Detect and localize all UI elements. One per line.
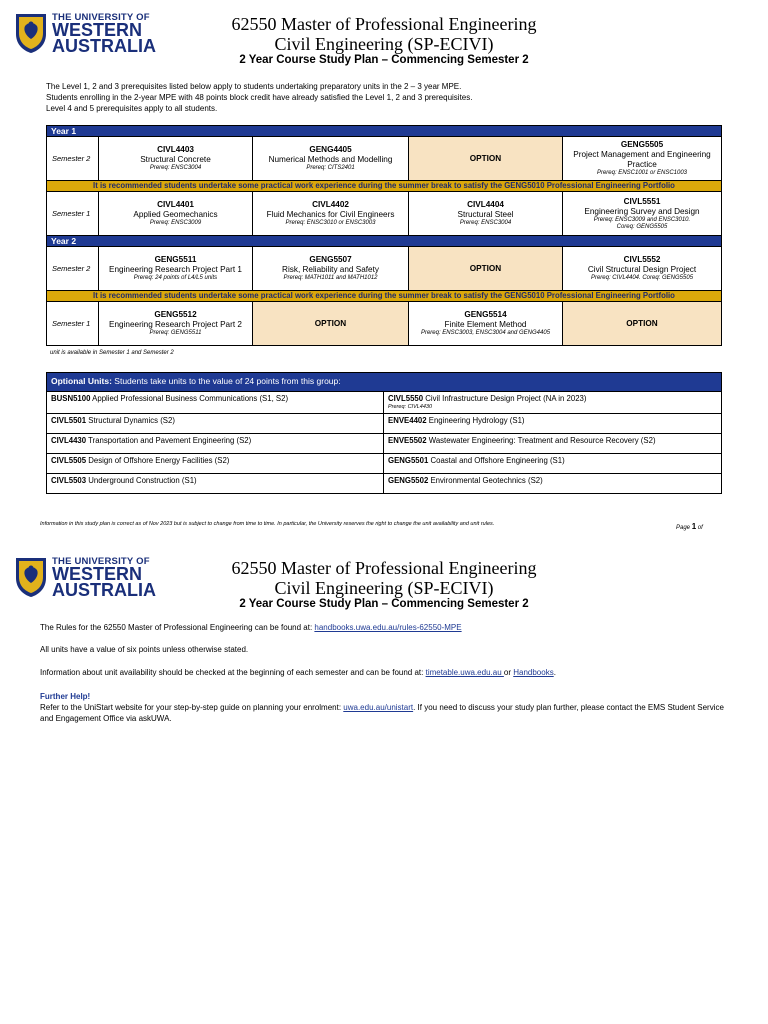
unit-name: Coastal and Offshore Engineering (S1) (428, 456, 565, 465)
unit-name: Engineering Research Project Part 1 (109, 265, 242, 274)
year-label: Year 1 (47, 126, 722, 137)
unit-prereq: Prereq: ENSC1001 or ENSC1003 (596, 170, 688, 176)
availability-paragraph (40, 667, 730, 678)
unit-prereq: Prereq: ENSC3004 (149, 165, 202, 171)
availability-text: Information about unit availability should be checked at the beginning of each semester and can be found at: (40, 668, 426, 677)
unit-code: GENG5502 (388, 476, 429, 485)
optional-unit (384, 434, 722, 454)
unit-name: Civil Infrastructure Design Project (NA in 2023) (423, 394, 587, 403)
unit-name: Wastewater Engineering: Treatment and Resource Recovery (S2) (426, 436, 656, 445)
unit-name: Finite Element Method (444, 320, 527, 329)
page-number (676, 522, 703, 531)
study-plan-table (46, 125, 722, 346)
unit-cell (99, 302, 253, 346)
optional-unit (47, 454, 384, 474)
unit-code: ENVE5502 (388, 436, 427, 445)
unit-name: Applied Professional Business Communications (S1, S2) (90, 394, 289, 403)
unit-code: GENG5514 (464, 310, 507, 319)
logo-line-2: WESTERN (52, 20, 142, 40)
optional-unit (384, 392, 722, 414)
unit-coreq: Coreq: GENG5505 (616, 223, 668, 230)
optional-unit (47, 392, 384, 414)
or-text: or (503, 668, 514, 677)
unit-code: CIVL4430 (51, 436, 87, 445)
unistart-link[interactable]: uwa.edu.au/unistart (343, 703, 414, 712)
rules-paragraph (40, 622, 730, 633)
recommendation-row (47, 181, 722, 192)
unit-code: GENG5512 (154, 310, 197, 319)
unit-name: Structural Steel (457, 210, 514, 219)
logo-line-2: WESTERN (52, 564, 142, 584)
unit-cell (253, 247, 409, 291)
optional-unit (384, 474, 722, 494)
rules-text: The Rules for the 62550 Master of Professional Engineering can be found at: (40, 623, 315, 632)
option-cell: OPTION (253, 302, 409, 346)
page-suffix: of (696, 525, 703, 531)
unit-prereq: Prereq: MATH1011 and MATH1012 (283, 275, 378, 281)
unit-code: CIVL5551 (623, 196, 661, 206)
intro-text (46, 81, 472, 114)
unit-code: GENG5501 (388, 456, 429, 465)
unit-cell (409, 302, 563, 346)
rules-link[interactable]: handbooks.uwa.edu.au/rules-62550-MPE (314, 623, 462, 632)
year-label: Year 2 (47, 236, 722, 247)
unit-code: GENG4405 (309, 145, 352, 154)
unit-name: Transportation and Pavement Engineering (S2) (86, 436, 252, 445)
year-row (47, 236, 722, 247)
timetable-link[interactable]: timetable.uwa.edu.au (425, 668, 504, 677)
unit-code: CIVL4402 (312, 200, 349, 209)
intro-line: Level 4 and 5 prerequisites apply to all students. (46, 104, 218, 113)
page-subtitle: Civil Engineering (SP-ECIVI) (274, 34, 494, 54)
optional-units-table (46, 372, 722, 494)
unit-prereq: Prereq: ENSC3003, ENSC3004 and GENG4405 (420, 330, 551, 336)
optional-units-heading-text: Students take units to the value of 24 points from this group: (111, 376, 341, 386)
unit-name: Engineering Survey and Design (584, 206, 700, 216)
help-paragraph (40, 702, 730, 724)
unit-code: CIVL5501 (51, 416, 87, 425)
plan-heading: 2 Year Course Study Plan – Commencing Semester 2 (239, 598, 529, 610)
logo-line-3: AUSTRALIA (52, 580, 156, 600)
availability-note: unit is available in Semester 1 and Semester 2 (50, 350, 174, 356)
unit-prereq: Prereq: CITS2401 (306, 165, 355, 171)
unit-cell (99, 247, 253, 291)
unit-cell (253, 192, 409, 236)
optional-units-row (47, 454, 722, 474)
unit-cell (563, 247, 722, 291)
page-num: 1 (691, 522, 697, 531)
semester-row (47, 302, 722, 346)
page-prefix: Page (676, 525, 692, 531)
unit-prereq: Prereq: CIVL4404. Coreq: GENG5505 (590, 275, 694, 281)
unit-name: Risk, Reliability and Safety (282, 265, 379, 274)
unit-prereq: Prereq: ENSC3009 (149, 220, 202, 226)
page-title: 62550 Master of Professional Engineering (231, 558, 537, 578)
further-help-heading: Further Help! (40, 692, 91, 701)
semester-label: Semester 2 (47, 247, 99, 291)
unit-code: GENG5511 (154, 255, 197, 264)
plan-heading: 2 Year Course Study Plan – Commencing Semester 2 (239, 54, 529, 66)
optional-units-heading-bold: Optional Units: (51, 376, 112, 386)
optional-units-row (47, 414, 722, 434)
unit-cell (99, 192, 253, 236)
optional-units-row (47, 392, 722, 414)
unit-name: Fluid Mechanics for Civil Engineers (266, 210, 395, 219)
unit-prereq: Prereq: ENSC3004 (459, 220, 512, 226)
unit-name: Structural Concrete (140, 155, 211, 164)
semester-row (47, 192, 722, 236)
unit-code: GENG5505 (620, 140, 664, 149)
unit-name: Design of Offshore Energy Facilities (S2) (86, 456, 230, 465)
unit-code: ENVE4402 (388, 416, 427, 425)
page-2 (0, 540, 768, 1024)
page-title: 62550 Master of Professional Engineering (231, 14, 537, 34)
unit-name: Civil Structural Design Project (587, 265, 697, 274)
recommendation-text: It is recommended students undertake some practical work experience during the summer break to satisfy the GENG5010 Professional Engineering Portfolio (47, 181, 722, 192)
unit-code: CIVL5552 (623, 255, 661, 264)
semester-row (47, 247, 722, 291)
optional-unit (47, 414, 384, 434)
unit-prereq: Prereq: CIVL4430 (388, 404, 433, 410)
unit-code: CIVL4403 (157, 145, 194, 154)
recommendation-row (47, 291, 722, 302)
unit-name: Structural Dynamics (S2) (86, 416, 175, 425)
disclaimer: Information in this study plan is correct as of Nov 2023 but is subject to change from time to time. In particular, the University reserves the right to change the unit availability and unit rules. (40, 521, 495, 527)
unit-code: CIVL5505 (51, 456, 87, 465)
optional-units-row (47, 434, 722, 454)
handbooks-link[interactable]: Handbooks (513, 668, 554, 677)
optional-units-row (47, 474, 722, 494)
unit-code: BUSN5100 (51, 394, 91, 403)
intro-line: The Level 1, 2 and 3 prerequisites listed below apply to students undertaking preparatory units in the 2 – 3 year MPE. (46, 82, 462, 91)
unit-cell (563, 192, 722, 236)
logo-line-3: AUSTRALIA (52, 36, 156, 56)
period: . (553, 668, 556, 677)
unit-cell (99, 137, 253, 181)
unit-prereq: Prereq: ENSC3010 or ENSC3003 (285, 220, 376, 226)
unit-prereq: Prereq: 24 points of L4/L5 units (133, 275, 218, 281)
unit-code: CIVL4401 (157, 200, 194, 209)
page-subtitle: Civil Engineering (SP-ECIVI) (274, 578, 494, 598)
unit-prereq: Prereq: GENG5511 (149, 330, 202, 336)
optional-unit (47, 474, 384, 494)
optional-unit (384, 454, 722, 474)
unit-code: GENG5507 (309, 255, 352, 264)
unit-code: CIVL4404 (467, 200, 504, 209)
semester-label: Semester 2 (47, 137, 99, 181)
semester-row (47, 137, 722, 181)
optional-unit (384, 414, 722, 434)
unit-code: CIVL5550 (388, 394, 424, 403)
option-cell: OPTION (563, 302, 722, 346)
unit-name: Environmental Geotechnics (S2) (428, 476, 543, 485)
help-text-end: . If you need to discuss your study plan further, please contact the EMS Student Service and Engagement Office via askUWA. (40, 703, 724, 723)
unit-cell (253, 137, 409, 181)
option-cell: OPTION (409, 247, 563, 291)
points-paragraph: All units have a value of six points unless otherwise stated. (40, 645, 249, 654)
year-row (47, 126, 722, 137)
unit-name: Engineering Research Project Part 2 (109, 320, 242, 329)
unit-code: CIVL5503 (51, 476, 87, 485)
help-text: Refer to the UniStart website for your step-by-step guide on planning your enrolment: (40, 703, 344, 712)
logo-line-1: THE UNIVERSITY OF (52, 556, 150, 567)
unit-name: Underground Construction (S1) (86, 476, 197, 485)
unit-cell (409, 192, 563, 236)
semester-label: Semester 1 (47, 192, 99, 236)
unit-name: Numerical Methods and Modelling (268, 155, 393, 164)
unit-prereq: Prereq: ENSC3009 and ENSC3010. (593, 216, 691, 223)
optional-units-heading (47, 373, 722, 392)
unit-name: Engineering Hydrology (S1) (426, 416, 525, 425)
unit-cell (563, 137, 722, 181)
semester-label: Semester 1 (47, 302, 99, 346)
recommendation-text: It is recommended students undertake some practical work experience during the summer break to satisfy the GENG5010 Professional Engineering Portfolio (47, 291, 722, 302)
optional-unit (47, 434, 384, 454)
unit-name: Applied Geomechanics (133, 210, 218, 219)
logo-line-1: THE UNIVERSITY OF (52, 12, 150, 23)
optional-units-header (47, 373, 722, 392)
unit-name: Project Management and Engineering Practice (573, 150, 711, 169)
option-cell: OPTION (409, 137, 563, 181)
intro-line: Students enrolling in the 2-year MPE with 48 points block credit have already satisfied the Level 1, 2 and 3 prerequisites. (46, 93, 473, 102)
